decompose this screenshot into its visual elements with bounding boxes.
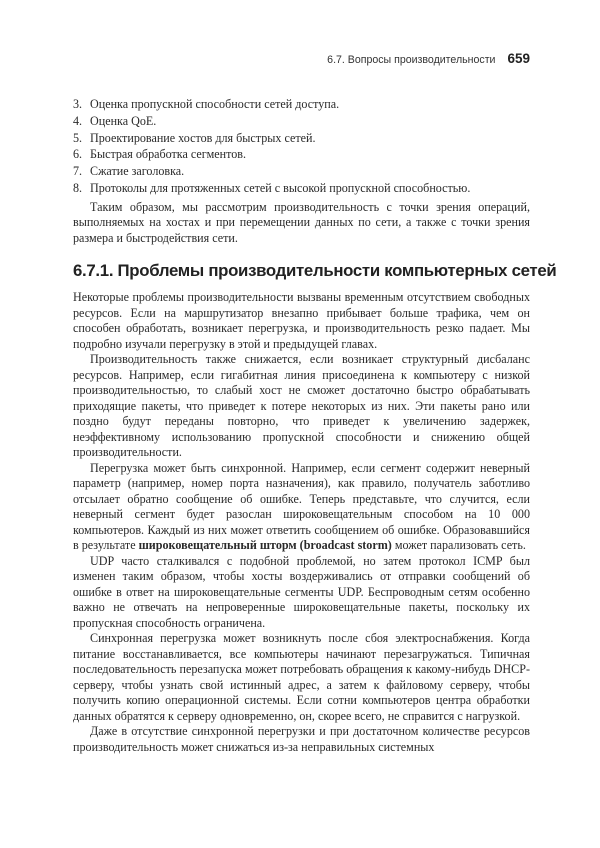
list-item — [73, 96, 530, 113]
summary-paragraph: Таким образом, мы рассмотрим производительность с точки зрения операций, выполняемых на хостах и при перемещении данных по сети, а также с точки зрения размера и быстродействия сети. — [73, 199, 530, 245]
list-item-text: Сжатие заголовка. — [90, 164, 185, 179]
page-number: 659 — [507, 51, 530, 66]
running-header-section: 6.7. Вопросы производительности — [327, 54, 496, 66]
paragraph-text: может парализовать сеть. — [391, 538, 526, 553]
list-item-number: 4. — [73, 113, 83, 128]
section-heading: 6.7.1. Проблемы производительности компьютерных сетей — [73, 261, 557, 281]
body-paragraph-5: Синхронная перегрузка может возникнуть после сбоя электроснабжения. Когда питание восстанавливается, все компьютеры начинают перезагружаться. Типичная последовательность перезапуска может потребовать обращения к какому-нибудь DHCP-серверу, чтобы узнать свой истинный адрес, а затем к файловому серверу, чтобы получить копию операционной системы. Если сотни компьютеров центра обработки данных обратятся к серверу одновременно, он, скорее всего, не справится с нагрузкой. — [73, 631, 530, 723]
list-item-number: 3. — [73, 97, 83, 111]
list-item-number: 5. — [73, 130, 83, 145]
list-item-number: 6. — [73, 147, 83, 162]
list-item — [73, 146, 530, 163]
body-paragraph-3 — [73, 461, 530, 554]
list-item-text: Быстрая обработка сегментов. — [90, 147, 246, 162]
body-paragraph-6: Даже в отсутствие синхронной перегрузки и при достаточном количестве ресурсов производительность может снижаться из-за неправильных системных — [73, 724, 530, 754]
list-item — [73, 163, 530, 180]
list-item — [73, 180, 530, 197]
running-header — [327, 51, 530, 66]
list-item-text: Проектирование хостов для быстрых сетей. — [90, 130, 316, 145]
page-body — [73, 96, 557, 755]
body-paragraph-4: UDP часто сталкивался с подобной проблемой, но затем протокол ICMP был изменен таким образом, чтобы хосты воздерживались от отправки сообщений об ошибке в ответ на широковещательные сегменты UDP. Беспроводным сетям особенно важно не отвечать на непроверенные широковещательные пакеты, поскольку их пропускная способность ограничена. — [73, 553, 530, 630]
list-item-text: Оценка QoE. — [90, 113, 157, 128]
body-paragraph-1: Некоторые проблемы производительности вызваны временным отсутствием свободных ресурсов. Если на маршрутизатор внезапно прибывает больше трафика, чем он способен обработать, возникает перегрузка, и производительность резко падает. Мы подробно изучали перегрузку в этой и предыдущей главах. — [73, 290, 530, 351]
key-term: широковещательный шторм (broadcast storm) — [138, 538, 392, 553]
list-item — [73, 130, 530, 147]
list-item — [73, 113, 530, 130]
list-item-text: Протоколы для протяженных сетей с высокой пропускной способностью. — [90, 180, 471, 195]
list-item-text: Оценка пропускной способности сетей доступа. — [90, 97, 340, 111]
paragraph-text: Перегрузка может быть синхронной. Например, если сегмент содержит неверный параметр (например, номер порта назначения), как правило, получатель заботливо отсылает обратно сообщение об ошибке. Теперь представьте, что случится, если неверный сегмент будет разослан широковещательным способом на 10 000 компьютеров. Каждый из них может ответить сообщением об ошибке. Образовавшийся в результате — [73, 460, 530, 553]
list-item-number: 8. — [73, 180, 83, 195]
numbered-list — [73, 96, 530, 197]
body-paragraph-2: Производительность также снижается, если возникает структурный дисбаланс ресурсов. Например, если гигабитная линия присоединена к компьютеру с низкой производительностью, то слабый хост не сможет достаточно быстро обрабатывать приходящие пакеты, что приведет к потере некоторых из них. Эти пакеты рано или поздно будут переданы повторно, что приведет к увеличению задержек, неэффективному использованию пропускной способности и снижению общей производительности. — [73, 352, 530, 460]
list-item-number: 7. — [73, 164, 83, 179]
